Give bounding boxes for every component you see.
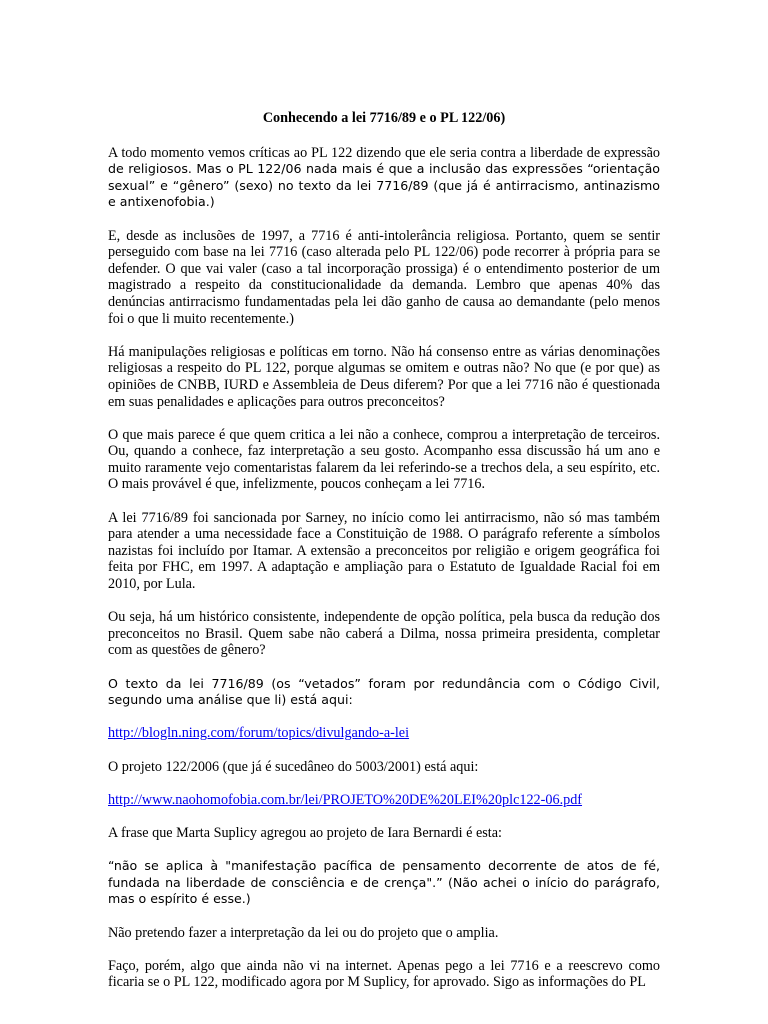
paragraph-no-interpretation: Não pretendo fazer a interpretação da lei ou do projeto que o amplia. <box>108 924 499 941</box>
paragraph-quote: “não se aplica à "manifestação pacífica de pensamento decorrente de atos de fé, fundada na liberdade de consciência e de crença".” (Não achei o início do parágrafo, mas o espírito é esse.) <box>108 858 660 907</box>
paragraph-rewrite: Faço, porém, algo que ainda não vi na internet. Apenas pego a lei 7716 e a reescrevo como ficaria se o PL 122, modificado agora por M Suplicy, for aprovado. Sigo as informações do PL <box>108 957 660 991</box>
document-page <box>108 110 660 1007</box>
document-title: Conhecendo a lei 7716/89 e o PL 122/06) <box>262 110 506 126</box>
paragraph-intro-part-1: A todo momento vemos críticas ao PL 122 dizendo que ele seria contra a liberdade de expressão <box>108 144 660 161</box>
paragraph-marta-suplicy: A frase que Marta Suplicy agregou ao projeto de Iara Bernardi é esta: <box>108 824 502 841</box>
paragraph-link-law <box>108 725 660 742</box>
paragraph-project: O projeto 122/2006 (que já é sucedâneo do 5003/2001) está aqui: <box>108 758 479 775</box>
paragraph-critics: O que mais parece é que quem critica a lei não a conhece, comprou a interpretação de terceiros. Ou, quando a conhece, faz interpretação a seu gosto. Acompanho essa discussão há um ano e muito raramente vejo comentaristas falarem da lei referindo-se a trechos dela, a seu espírito, etc. O mais provável é que, infelizmente, poucos conheçam a lei 7716. <box>108 426 660 493</box>
paragraph-religious-intolerance: E, desde as inclusões de 1997, a 7716 é anti-intolerância religiosa. Portanto, quem se sentir perseguido com base na lei 7716 (caso alterada pelo PL 122/06) pode recorrer à própria para se defender. O que vai valer (caso a tal incorporação prossiga) é o entendimento posterior de um magistrado a respeito da constitucionalidade da demanda. Lembro que apenas 40% das denúncias antirracismo fundamentadas pela lei dão ganho de causa ao demandante (pelo menos foi o que li muito recentemente.) <box>108 227 660 327</box>
paragraph-intro <box>108 145 660 211</box>
link-law-text[interactable]: http://blogln.ning.com/forum/topics/divulgando-a-lei <box>108 725 410 742</box>
paragraph-consistent-history: Ou seja, há um histórico consistente, independente de opção política, pela busca da redução dos preconceitos no Brasil. Quem sabe não caberá a Dilma, nossa primeira presidenta, completar com as questões de gênero? <box>108 609 660 659</box>
paragraph-intro-part-2: de religiosos. Mas o PL 122/06 nada mais é que a inclusão das expressões “orientação sexual” e “gênero” (sexo) no texto da lei 7716/89 (que já é antirracismo, antinazismo e antixenofobia.) <box>108 161 660 210</box>
paragraph-link-project <box>108 792 660 809</box>
paragraph-manipulations: Há manipulações religiosas e políticas em torno. Não há consenso entre as várias denominações religiosas a respeito do PL 122, porque algumas se omitem e outras não? No que (e por que) as opiniões de CNBB, IURD e Assembleia de Deus diferem? Por que a lei 7716 não é questionada em suas penalidades e aplicações para outros preconceitos? <box>108 343 660 410</box>
paragraph-history: A lei 7716/89 foi sancionada por Sarney, no início como lei antirracismo, não só mas também para atender a uma necessidade face a Constituição de 1988. O parágrafo referente a símbolos nazistas foi incluído por Itamar. A extensão a preconceitos por religião e origem geográfica foi feita por FHC, em 1997. A adaptação e ampliação para o Estatuto de Igualdade Racial foi em 2010, por Lula. <box>108 509 660 593</box>
paragraph-law-text: O texto da lei 7716/89 (os “vetados” foram por redundância com o Código Civil, segundo uma análise que li) está aqui: <box>108 675 660 708</box>
link-project-pdf[interactable]: http://www.naohomofobia.com.br/lei/PROJETO%20DE%20LEI%20plc122-06.pdf <box>108 791 583 808</box>
